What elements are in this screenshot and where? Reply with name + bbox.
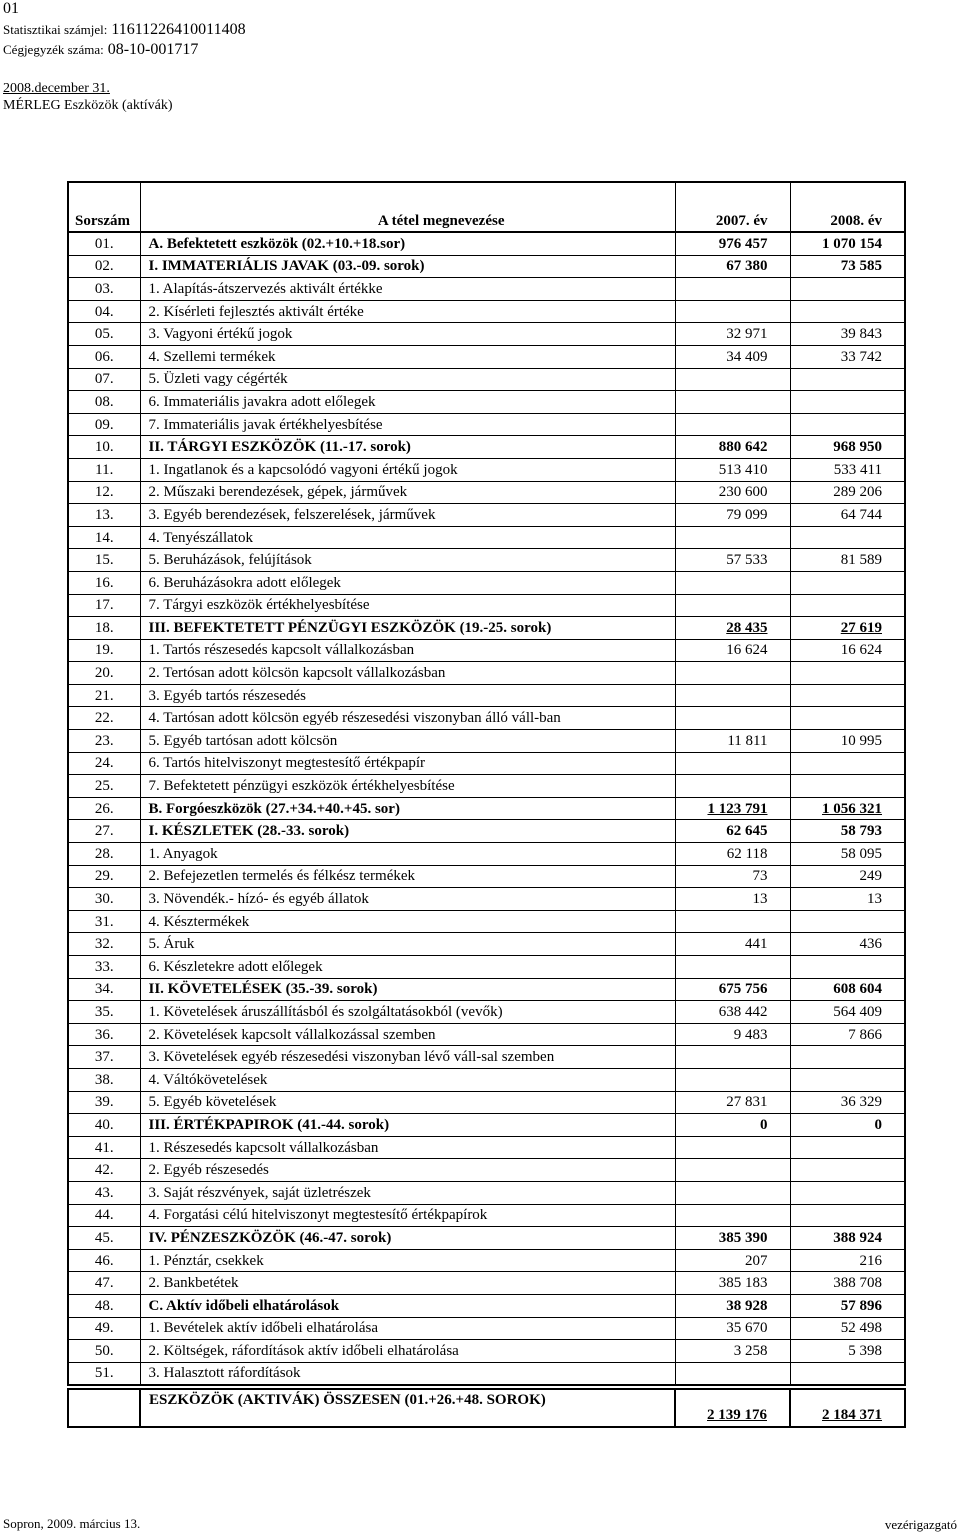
statistical-number-value: 11611226410011408 (111, 21, 246, 38)
row-number: 02. (68, 255, 140, 278)
item-name: 5. Egyéb tartósan adott kölcsön (140, 730, 675, 753)
value-2008 (790, 1068, 905, 1091)
value-2007: 638 442 (675, 1001, 790, 1024)
item-name: 3. Növendék.- hízó- és egyéb állatok (140, 888, 675, 911)
value-2007: 13 (675, 888, 790, 911)
value-2007: 3 258 (675, 1340, 790, 1363)
item-name: 1. Bevételek aktív időbeli elhatárolása (140, 1317, 675, 1340)
row-number: 16. (68, 571, 140, 594)
value-2008: 81 589 (790, 549, 905, 572)
value-2008: 58 793 (790, 820, 905, 843)
item-name: 2. Költségek, ráfordítások aktív időbeli elhatárolása (140, 1340, 675, 1363)
value-2008 (790, 278, 905, 301)
row-number: 33. (68, 956, 140, 979)
row-number: 14. (68, 526, 140, 549)
row-number: 06. (68, 345, 140, 368)
item-name: 3. Vagyoni értékű jogok (140, 323, 675, 346)
item-name: 6. Tartós hitelviszonyt megtestesítő értékpapír (140, 752, 675, 775)
value-2008: 1 070 154 (790, 232, 905, 255)
table-row (68, 933, 905, 956)
value-2007 (675, 278, 790, 301)
table-row (68, 1181, 905, 1204)
row-number: 30. (68, 888, 140, 911)
item-name: 4. Váltókövetelések (140, 1068, 675, 1091)
table-row (68, 1001, 905, 1024)
row-number: 32. (68, 933, 140, 956)
item-name: 1. Anyagok (140, 843, 675, 866)
value-2007 (675, 910, 790, 933)
value-2007: 385 183 (675, 1272, 790, 1295)
table-row (68, 1204, 905, 1227)
header-year-2008: 2008. év (790, 182, 905, 232)
item-name: 2. Befejezetlen termelés és félkész termékek (140, 865, 675, 888)
row-number: 10. (68, 436, 140, 459)
table-row (68, 888, 905, 911)
value-2007 (675, 526, 790, 549)
table-row (68, 1023, 905, 1046)
item-name: 1. Alapítás-átszervezés aktivált értékke (140, 278, 675, 301)
row-number: 13. (68, 504, 140, 527)
table-row (68, 684, 905, 707)
value-2008 (790, 752, 905, 775)
value-2008: 216 (790, 1249, 905, 1272)
row-number: 03. (68, 278, 140, 301)
item-name: 5. Áruk (140, 933, 675, 956)
value-2008: 73 585 (790, 255, 905, 278)
row-number: 08. (68, 391, 140, 414)
value-2008: 39 843 (790, 323, 905, 346)
value-2007 (675, 684, 790, 707)
value-2008: 289 206 (790, 481, 905, 504)
value-2007 (675, 775, 790, 798)
item-name: 2. Műszaki berendezések, gépek, járművek (140, 481, 675, 504)
table-row (68, 526, 905, 549)
value-2008 (790, 707, 905, 730)
row-number: 09. (68, 413, 140, 436)
table-row (68, 1068, 905, 1091)
table-row (68, 504, 905, 527)
table-row (68, 549, 905, 572)
value-2008: 436 (790, 933, 905, 956)
value-2007 (675, 1204, 790, 1227)
row-number: 48. (68, 1294, 140, 1317)
row-number: 40. (68, 1114, 140, 1137)
value-2007: 73 (675, 865, 790, 888)
value-2008: 249 (790, 865, 905, 888)
item-name: 1. Ingatlanok és a kapcsolódó vagyoni értékű jogok (140, 458, 675, 481)
item-name: 4. Szellemi termékek (140, 345, 675, 368)
value-2008: 0 (790, 1114, 905, 1137)
value-2008 (790, 1181, 905, 1204)
item-name: 2. Bankbetétek (140, 1272, 675, 1295)
row-number: 39. (68, 1091, 140, 1114)
value-2007 (675, 1068, 790, 1091)
row-number: 21. (68, 684, 140, 707)
value-2007 (675, 752, 790, 775)
row-number: 38. (68, 1068, 140, 1091)
value-2007: 880 642 (675, 436, 790, 459)
table-header-row (68, 182, 905, 232)
balance-sheet-table (67, 181, 906, 1386)
value-2007: 79 099 (675, 504, 790, 527)
item-name: 2. Egyéb részesedés (140, 1159, 675, 1182)
value-2008: 608 604 (790, 978, 905, 1001)
row-number: 47. (68, 1272, 140, 1295)
item-name: 5. Beruházások, felújítások (140, 549, 675, 572)
row-number: 49. (68, 1317, 140, 1340)
row-number: 01. (68, 232, 140, 255)
table-row (68, 639, 905, 662)
value-2007 (675, 662, 790, 685)
table-row (68, 458, 905, 481)
value-2007 (675, 571, 790, 594)
place-and-date: Sopron, 2009. március 13. (3, 1516, 141, 1531)
row-number: 34. (68, 978, 140, 1001)
value-2007: 513 410 (675, 458, 790, 481)
value-2008 (790, 526, 905, 549)
table-row (68, 1294, 905, 1317)
total-2008: 2 184 371 (790, 1389, 905, 1427)
row-number: 19. (68, 639, 140, 662)
document-code: 01 (3, 0, 19, 17)
row-number: 42. (68, 1159, 140, 1182)
item-name: 3. Egyéb tartós részesedés (140, 684, 675, 707)
item-name: A. Befektetett eszközök (02.+10.+18.sor) (140, 232, 675, 255)
table-row (68, 1159, 905, 1182)
value-2008 (790, 684, 905, 707)
row-number: 07. (68, 368, 140, 391)
item-name: I. IMMATERIÁLIS JAVAK (03.-09. sorok) (140, 255, 675, 278)
value-2008: 564 409 (790, 1001, 905, 1024)
table-row (68, 1272, 905, 1295)
item-name: IV. PÉNZESZKÖZÖK (46.-47. sorok) (140, 1227, 675, 1250)
item-name: 7. Immateriális javak értékhelyesbítése (140, 413, 675, 436)
table-row (68, 391, 905, 414)
company-registry-value: 08-10-001717 (107, 41, 199, 58)
table-row (68, 594, 905, 617)
item-name: 6. Beruházásokra adott előlegek (140, 571, 675, 594)
row-number: 51. (68, 1362, 140, 1385)
item-name: B. Forgóeszközök (27.+34.+40.+45. sor) (140, 797, 675, 820)
table-row (68, 797, 905, 820)
table-row (68, 368, 905, 391)
table-row (68, 1227, 905, 1250)
item-name: 1. Követelések áruszállításból és szolgáltatásokból (vevők) (140, 1001, 675, 1024)
value-2007 (675, 391, 790, 414)
item-name: 1. Részesedés kapcsolt vállalkozásban (140, 1136, 675, 1159)
table-row (68, 345, 905, 368)
value-2008 (790, 1204, 905, 1227)
item-name: 6. Készletekre adott előlegek (140, 956, 675, 979)
table-row (68, 730, 905, 753)
row-number: 41. (68, 1136, 140, 1159)
value-2008: 1 056 321 (790, 797, 905, 820)
value-2007: 0 (675, 1114, 790, 1137)
table-row (68, 978, 905, 1001)
table-row (68, 707, 905, 730)
table-row (68, 775, 905, 798)
value-2007 (675, 594, 790, 617)
value-2007: 441 (675, 933, 790, 956)
total-table (67, 1388, 906, 1428)
value-2008 (790, 368, 905, 391)
table-row (68, 1362, 905, 1385)
value-2007: 11 811 (675, 730, 790, 753)
value-2007 (675, 1181, 790, 1204)
item-name: 4. Tartósan adott kölcsön egyéb részesedési viszonyban álló váll-ban (140, 707, 675, 730)
value-2007: 9 483 (675, 1023, 790, 1046)
item-name: 1. Tartós részesedés kapcsolt vállalkozásban (140, 639, 675, 662)
value-2008 (790, 910, 905, 933)
value-2008: 5 398 (790, 1340, 905, 1363)
company-registry-line (3, 41, 198, 59)
table-row (68, 1340, 905, 1363)
row-number: 36. (68, 1023, 140, 1046)
table-row (68, 232, 905, 255)
balance-date: 2008.december 31. (3, 81, 110, 96)
item-name: 7. Tárgyi eszközök értékhelyesbítése (140, 594, 675, 617)
table-row (68, 323, 905, 346)
item-name: 4. Késztermékek (140, 910, 675, 933)
value-2007: 67 380 (675, 255, 790, 278)
value-2008: 388 708 (790, 1272, 905, 1295)
signatory-title: vezérigazgató (884, 1517, 957, 1532)
value-2007 (675, 1046, 790, 1069)
table-row (68, 865, 905, 888)
table-row (68, 843, 905, 866)
value-2007: 34 409 (675, 345, 790, 368)
item-name: 5. Üzleti vagy cégérték (140, 368, 675, 391)
value-2007: 976 457 (675, 232, 790, 255)
value-2007 (675, 368, 790, 391)
row-number: 15. (68, 549, 140, 572)
value-2008: 58 095 (790, 843, 905, 866)
row-number: 45. (68, 1227, 140, 1250)
value-2008 (790, 662, 905, 685)
row-number: 25. (68, 775, 140, 798)
row-number: 04. (68, 300, 140, 323)
row-number: 24. (68, 752, 140, 775)
value-2007: 38 928 (675, 1294, 790, 1317)
item-name: I. KÉSZLETEK (28.-33. sorok) (140, 820, 675, 843)
item-name: II. TÁRGYI ESZKÖZÖK (11.-17. sorok) (140, 436, 675, 459)
value-2007: 27 831 (675, 1091, 790, 1114)
row-number: 27. (68, 820, 140, 843)
value-2008: 57 896 (790, 1294, 905, 1317)
value-2008 (790, 1136, 905, 1159)
table-row (68, 1136, 905, 1159)
value-2008 (790, 1159, 905, 1182)
row-number: 43. (68, 1181, 140, 1204)
row-number: 11. (68, 458, 140, 481)
row-number: 12. (68, 481, 140, 504)
value-2007: 32 971 (675, 323, 790, 346)
value-2008 (790, 391, 905, 414)
header-item-name: A tétel megnevezése (140, 182, 675, 232)
item-name: 2. Tertósan adott kölcsön kapcsolt vállalkozásban (140, 662, 675, 685)
item-name: 3. Követelések egyéb részesedési viszonyban lévő váll-sal szemben (140, 1046, 675, 1069)
item-name: 6. Immateriális javakra adott előlegek (140, 391, 675, 414)
item-name: 7. Befektetett pénzügyi eszközök értékhelyesbítése (140, 775, 675, 798)
value-2008: 64 744 (790, 504, 905, 527)
row-number: 50. (68, 1340, 140, 1363)
table-row (68, 956, 905, 979)
value-2008: 533 411 (790, 458, 905, 481)
table-row (68, 481, 905, 504)
table-row (68, 1046, 905, 1069)
value-2007: 28 435 (675, 617, 790, 640)
row-number: 37. (68, 1046, 140, 1069)
table-row (68, 413, 905, 436)
item-name: 3. Halasztott ráfordítások (140, 1362, 675, 1385)
value-2008 (790, 413, 905, 436)
value-2007: 16 624 (675, 639, 790, 662)
total-row (68, 1389, 905, 1427)
value-2008: 52 498 (790, 1317, 905, 1340)
document-title: MÉRLEG Eszközök (aktívák) (3, 98, 173, 113)
value-2007: 675 756 (675, 978, 790, 1001)
value-2008 (790, 594, 905, 617)
statistical-number-line (3, 21, 246, 39)
value-2008: 10 995 (790, 730, 905, 753)
header-row-number: Sorszám (68, 182, 140, 232)
total-2007: 2 139 176 (675, 1389, 790, 1427)
value-2008: 16 624 (790, 639, 905, 662)
value-2007 (675, 956, 790, 979)
table-row (68, 1249, 905, 1272)
value-2008: 36 329 (790, 1091, 905, 1114)
table-row (68, 436, 905, 459)
header-year-2007: 2007. év (675, 182, 790, 232)
table-row (68, 300, 905, 323)
row-number: 31. (68, 910, 140, 933)
table-row (68, 278, 905, 301)
value-2007: 62 118 (675, 843, 790, 866)
item-name: 4. Tenyészállatok (140, 526, 675, 549)
value-2008 (790, 1046, 905, 1069)
row-number: 35. (68, 1001, 140, 1024)
value-2008 (790, 775, 905, 798)
company-registry-label: Cégjegyzék száma: (3, 42, 104, 57)
value-2007 (675, 1136, 790, 1159)
row-number: 22. (68, 707, 140, 730)
row-number: 46. (68, 1249, 140, 1272)
value-2008 (790, 1362, 905, 1385)
value-2007: 1 123 791 (675, 797, 790, 820)
value-2007: 230 600 (675, 481, 790, 504)
item-name: 5. Egyéb követelések (140, 1091, 675, 1114)
value-2007 (675, 300, 790, 323)
value-2007: 57 533 (675, 549, 790, 572)
value-2008 (790, 300, 905, 323)
value-2007 (675, 707, 790, 730)
table-row (68, 752, 905, 775)
table-row (68, 820, 905, 843)
table-row (68, 1114, 905, 1137)
item-name: 2. Kísérleti fejlesztés aktivált értéke (140, 300, 675, 323)
value-2007: 207 (675, 1249, 790, 1272)
row-number: 28. (68, 843, 140, 866)
item-name: 2. Követelések kapcsolt vállalkozással szemben (140, 1023, 675, 1046)
item-name: II. KÖVETELÉSEK (35.-39. sorok) (140, 978, 675, 1001)
row-number: 18. (68, 617, 140, 640)
value-2008 (790, 956, 905, 979)
row-number: 29. (68, 865, 140, 888)
value-2007: 62 645 (675, 820, 790, 843)
value-2007: 385 390 (675, 1227, 790, 1250)
value-2007 (675, 1362, 790, 1385)
row-number: 44. (68, 1204, 140, 1227)
item-name: III. ÉRTÉKPAPIROK (41.-44. sorok) (140, 1114, 675, 1137)
item-name: 3. Saját részvények, saját üzletrészek (140, 1181, 675, 1204)
value-2008: 27 619 (790, 617, 905, 640)
table-row (68, 571, 905, 594)
table-row (68, 910, 905, 933)
row-number: 26. (68, 797, 140, 820)
total-label: ESZKÖZÖK (AKTIVÁK) ÖSSZESEN (01.+26.+48. SOROK) (140, 1389, 675, 1427)
row-number: 20. (68, 662, 140, 685)
value-2008: 13 (790, 888, 905, 911)
value-2007: 35 670 (675, 1317, 790, 1340)
table-row (68, 1091, 905, 1114)
table-row (68, 255, 905, 278)
row-number: 23. (68, 730, 140, 753)
value-2008: 968 950 (790, 436, 905, 459)
item-name: 3. Egyéb berendezések, felszerelések, járművek (140, 504, 675, 527)
total-number-cell (68, 1389, 140, 1427)
value-2008: 7 866 (790, 1023, 905, 1046)
value-2007 (675, 413, 790, 436)
table-row (68, 1317, 905, 1340)
row-number: 17. (68, 594, 140, 617)
table-row (68, 617, 905, 640)
table-row (68, 662, 905, 685)
statistical-number-label: Statisztikai számjel: (3, 22, 108, 37)
value-2008: 388 924 (790, 1227, 905, 1250)
value-2007 (675, 1159, 790, 1182)
value-2008: 33 742 (790, 345, 905, 368)
row-number: 05. (68, 323, 140, 346)
item-name: 1. Pénztár, csekkek (140, 1249, 675, 1272)
item-name: 4. Forgatási célú hitelviszonyt megtestesítő értékpapírok (140, 1204, 675, 1227)
value-2008 (790, 571, 905, 594)
item-name: III. BEFEKTETETT PÉNZÜGYI ESZKÖZÖK (19.-25. sorok) (140, 617, 675, 640)
item-name: C. Aktív időbeli elhatárolások (140, 1294, 675, 1317)
